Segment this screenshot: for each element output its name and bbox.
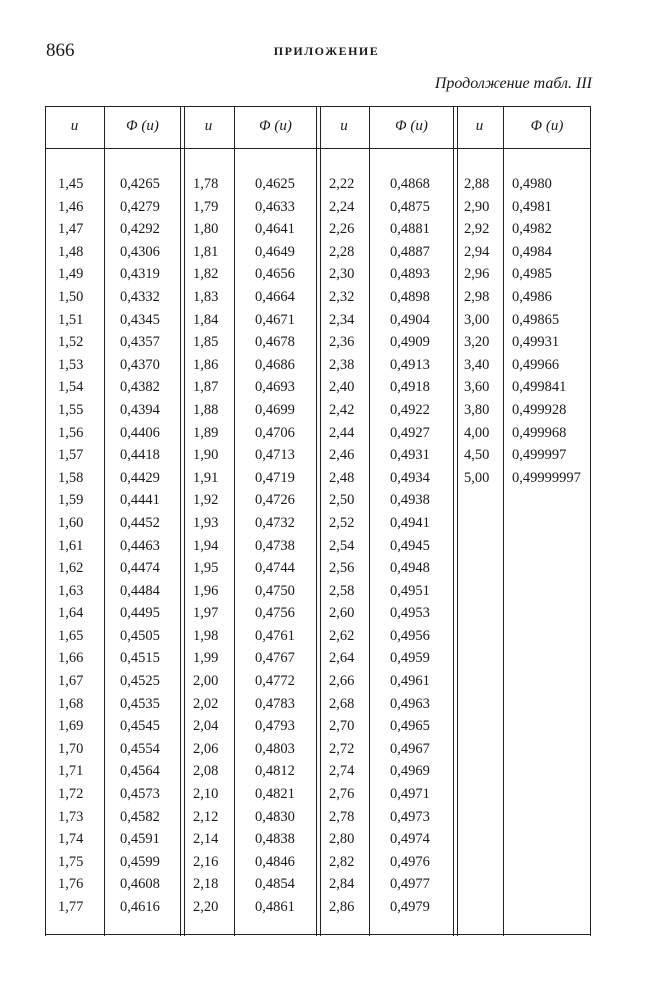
table-cell: 0,4793 [255, 718, 295, 735]
table-cell: 2,00 [193, 673, 219, 690]
table-cell: 2,62 [329, 627, 355, 644]
table-cell: 0,4803 [255, 740, 295, 757]
table-cell: 0,4927 [390, 424, 430, 441]
table-caption: Продолжение табл. III [434, 75, 592, 92]
table-cell: 2,74 [329, 763, 355, 780]
table-cell: 2,20 [193, 899, 219, 915]
table-cell: 0,4319 [120, 266, 160, 283]
header-u: u [475, 118, 484, 134]
table-cell: 0,4931 [390, 447, 430, 464]
table-cell: 1,46 [58, 198, 84, 215]
table-cell: 1,53 [58, 356, 84, 373]
column-u [329, 173, 354, 919]
table-cell: 1,57 [58, 447, 84, 464]
table-cell: 2,92 [464, 221, 490, 238]
table-cell: 1,80 [193, 221, 219, 238]
table-cell: 0,4812 [255, 763, 295, 780]
table-cell: 0,4772 [255, 673, 295, 690]
table-cell: 1,92 [193, 492, 219, 509]
table-cell: 0,4382 [120, 379, 160, 396]
table-cell: 1,49 [58, 266, 84, 283]
table-cell: 5,00 [464, 469, 490, 486]
column-u [193, 173, 218, 919]
table-cell: 1,76 [58, 876, 84, 893]
table-cell: 2,18 [193, 876, 219, 893]
table-cell: 0,4941 [390, 514, 430, 531]
table-cell: 1,51 [58, 311, 84, 328]
table-cell: 0,4452 [120, 514, 160, 531]
group-divider [453, 106, 458, 936]
table-cell: 0,4984 [512, 243, 552, 260]
table-cell: 3,80 [464, 401, 490, 418]
table-cell: 2,86 [329, 899, 355, 915]
table-cell: 0,4732 [255, 514, 295, 531]
table-cell: 2,26 [329, 221, 355, 238]
table-cell: 2,08 [193, 763, 219, 780]
table-cell: 0,4965 [390, 718, 430, 735]
table-cell: 0,4881 [390, 221, 430, 238]
table-cell: 0,4861 [255, 899, 295, 915]
table-cell: 0,4977 [390, 876, 430, 893]
table-cell: 0,4306 [120, 243, 160, 260]
table-cell: 0,4633 [255, 198, 295, 215]
table-cell: 1,60 [58, 514, 84, 531]
table-cell: 2,12 [193, 808, 219, 825]
table-cell: 1,45 [58, 176, 84, 192]
table-cell: 0,4985 [512, 266, 552, 283]
table-cell: 0,4495 [120, 605, 160, 622]
table-cell: 1,72 [58, 786, 84, 803]
table-cell: 0,4971 [390, 786, 430, 803]
function-table [45, 106, 591, 936]
table-cell: 0,4292 [120, 221, 160, 238]
table-cell: 2,32 [329, 288, 355, 305]
table-cell: 1,82 [193, 266, 219, 283]
table-cell: 0,4726 [255, 492, 295, 509]
column-phi [390, 173, 430, 919]
table-cell: 1,87 [193, 379, 219, 396]
table-cell: 1,73 [58, 808, 84, 825]
group-divider [316, 106, 321, 936]
table-cell: 1,56 [58, 424, 84, 441]
table-cell: 2,72 [329, 740, 355, 757]
table-cell: 1,55 [58, 401, 84, 418]
table-cell: 0,4898 [390, 288, 430, 305]
table-cell: 0,4332 [120, 288, 160, 305]
table-cell: 2,50 [329, 492, 355, 509]
table-cell: 0,4904 [390, 311, 430, 328]
table-cell: 0,4934 [390, 469, 430, 486]
table-cell: 2,42 [329, 401, 355, 418]
table-cell: 0,4554 [120, 740, 160, 757]
table-left-rule [45, 106, 46, 936]
table-cell: 2,58 [329, 582, 355, 599]
table-cell: 0,4761 [255, 627, 295, 644]
table-cell: 0,4887 [390, 243, 430, 260]
table-cell: 2,10 [193, 786, 219, 803]
table-cell: 0,4505 [120, 627, 160, 644]
table-cell: 1,71 [58, 763, 84, 780]
table-cell: 1,90 [193, 447, 219, 464]
table-cell: 1,85 [193, 334, 219, 351]
table-cell: 1,88 [193, 401, 219, 418]
table-cell: 1,94 [193, 537, 219, 554]
column-u [58, 173, 83, 919]
table-cell: 2,96 [464, 266, 490, 283]
table-cell: 2,52 [329, 514, 355, 531]
table-cell: 0,4982 [512, 221, 552, 238]
table-cell: 0,4441 [120, 492, 160, 509]
table-cell: 0,4963 [390, 695, 430, 712]
table-cell: 2,16 [193, 853, 219, 870]
table-cell: 0,4909 [390, 334, 430, 351]
table-cell: 0,4973 [390, 808, 430, 825]
table-cell: 0,4854 [255, 876, 295, 893]
header-phi: Φ (u) [126, 118, 159, 134]
table-cell: 1,67 [58, 673, 84, 690]
table-cell: 0,4406 [120, 424, 160, 441]
table-cell: 0,4484 [120, 582, 160, 599]
table-cell: 2,98 [464, 288, 490, 305]
table-cell: 2,06 [193, 740, 219, 757]
table-cell: 1,81 [193, 243, 219, 260]
table-cell: 0,4345 [120, 311, 160, 328]
table-cell: 0,4961 [390, 673, 430, 690]
table-cell: 1,79 [193, 198, 219, 215]
table-cell: 1,54 [58, 379, 84, 396]
table-cell: 1,98 [193, 627, 219, 644]
table-cell: 0,4981 [512, 198, 552, 215]
table-cell: 1,89 [193, 424, 219, 441]
table-cell: 0,4783 [255, 695, 295, 712]
table-cell: 0,4738 [255, 537, 295, 554]
table-cell: 0,4535 [120, 695, 160, 712]
table-cell: 0,4429 [120, 469, 160, 486]
table-cell: 0,4959 [390, 650, 430, 667]
table-cell: 0,4591 [120, 831, 160, 848]
table-cell: 0,4664 [255, 288, 295, 305]
table-cell: 1,64 [58, 605, 84, 622]
table-cell: 3,60 [464, 379, 490, 396]
column-rule [234, 106, 235, 936]
table-cell: 0,4976 [390, 853, 430, 870]
table-cell: 2,66 [329, 673, 355, 690]
table-cell: 0,4922 [390, 401, 430, 418]
table-cell: 2,40 [329, 379, 355, 396]
table-cell: 2,38 [329, 356, 355, 373]
table-cell: 1,84 [193, 311, 219, 328]
table-cell: 3,40 [464, 356, 490, 373]
table-cell: 1,70 [58, 740, 84, 757]
table-cell: 0,4641 [255, 221, 295, 238]
table-cell: 1,50 [58, 288, 84, 305]
table-cell: 0,4918 [390, 379, 430, 396]
table-cell: 0,4573 [120, 786, 160, 803]
table-cell: 0,4357 [120, 334, 160, 351]
table-cell: 2,48 [329, 469, 355, 486]
column-phi [255, 173, 295, 919]
table-cell: 0,4370 [120, 356, 160, 373]
table-cell: 1,74 [58, 831, 84, 848]
table-cell: 1,65 [58, 627, 84, 644]
table-cell: 2,90 [464, 198, 490, 215]
table-cell: 2,30 [329, 266, 355, 283]
table-cell: 0,4265 [120, 176, 160, 192]
table-cell: 1,47 [58, 221, 84, 238]
table-cell: 0,4974 [390, 831, 430, 848]
header-phi: Φ (u) [530, 118, 564, 134]
table-cell: 0,4744 [255, 560, 295, 577]
table-cell: 2,94 [464, 243, 490, 260]
table-cell: 0,4418 [120, 447, 160, 464]
table-cell: 1,95 [193, 560, 219, 577]
table-cell: 0,499928 [512, 401, 567, 418]
table-cell: 0,499997 [512, 447, 567, 464]
table-cell: 0,4967 [390, 740, 430, 757]
table-cell: 0,4750 [255, 582, 295, 599]
table-cell: 2,24 [329, 198, 355, 215]
running-head: ПРИЛОЖЕНИЕ [273, 44, 380, 58]
table-cell: 3,20 [464, 334, 490, 351]
table-cell: 0,49931 [512, 334, 560, 351]
column-rule [503, 106, 504, 936]
table-cell: 1,99 [193, 650, 219, 667]
table-cell: 0,4656 [255, 266, 295, 283]
table-cell: 2,44 [329, 424, 355, 441]
table-cell: 2,22 [329, 176, 355, 192]
column-rule [104, 106, 105, 936]
table-cell: 1,78 [193, 176, 219, 192]
table-cell: 1,77 [58, 899, 84, 915]
table-cell: 0,4599 [120, 853, 160, 870]
table-cell: 0,4945 [390, 537, 430, 554]
table-cell: 0,4564 [120, 763, 160, 780]
table-cell: 0,4686 [255, 356, 295, 373]
table-right-rule [590, 106, 591, 936]
table-cell: 0,4616 [120, 899, 160, 915]
table-cell: 4,50 [464, 447, 490, 464]
table-cell: 0,4980 [512, 176, 552, 192]
header-u: u [340, 118, 348, 134]
table-cell: 0,4649 [255, 243, 295, 260]
table-cell: 2,70 [329, 718, 355, 735]
table-cell: 0,4953 [390, 605, 430, 622]
table-cell: 0,4474 [120, 560, 160, 577]
table-cell: 2,46 [329, 447, 355, 464]
table-cell: 2,14 [193, 831, 219, 848]
table-cell: 0,4875 [390, 198, 430, 215]
column-u [464, 173, 489, 489]
table-cell: 0,4693 [255, 379, 295, 396]
header-phi: Φ (u) [259, 118, 292, 134]
table-cell: 2,36 [329, 334, 355, 351]
table-cell: 1,58 [58, 469, 84, 486]
table-cell: 0,49966 [512, 356, 560, 373]
table-cell: 0,4515 [120, 650, 160, 667]
table-cell: 1,69 [58, 718, 84, 735]
table-cell: 1,59 [58, 492, 84, 509]
table-cell: 2,56 [329, 560, 355, 577]
table-cell: 0,4893 [390, 266, 430, 283]
table-cell: 0,4608 [120, 876, 160, 893]
table-cell: 0,4394 [120, 401, 160, 418]
table-cell: 1,96 [193, 582, 219, 599]
table-cell: 1,93 [193, 514, 219, 531]
table-cell: 2,80 [329, 831, 355, 848]
table-cell: 0,4706 [255, 424, 295, 441]
table-cell: 1,91 [193, 469, 219, 486]
table-cell: 1,62 [58, 560, 84, 577]
table-cell: 0,4719 [255, 469, 295, 486]
table-cell: 0,4948 [390, 560, 430, 577]
table-cell: 0,4846 [255, 853, 295, 870]
table-cell: 0,4678 [255, 334, 295, 351]
header-u: u [70, 118, 79, 134]
page-number: 866 [46, 40, 75, 61]
column-phi [512, 173, 581, 489]
table-cell: 2,34 [329, 311, 355, 328]
table-cell: 0,4525 [120, 673, 160, 690]
table-cell: 1,86 [193, 356, 219, 373]
table-cell: 2,64 [329, 650, 355, 667]
table-cell: 1,66 [58, 650, 84, 667]
table-cell: 2,76 [329, 786, 355, 803]
table-cell: 4,00 [464, 424, 490, 441]
table-cell: 0,4838 [255, 831, 295, 848]
table-cell: 0,4713 [255, 447, 295, 464]
table-cell: 0,4699 [255, 401, 295, 418]
table-cell: 0,4463 [120, 537, 160, 554]
table-cell: 1,68 [58, 695, 84, 712]
table-cell: 0,4956 [390, 627, 430, 644]
table-cell: 1,48 [58, 243, 84, 260]
table-cell: 2,60 [329, 605, 355, 622]
table-cell: 0,4545 [120, 718, 160, 735]
table-cell: 0,4767 [255, 650, 295, 667]
table-cell: 0,4821 [255, 786, 295, 803]
table-cell: 1,97 [193, 605, 219, 622]
table-cell: 2,82 [329, 853, 355, 870]
table-cell: 2,78 [329, 808, 355, 825]
header-u: u [204, 118, 213, 134]
table-cell: 0,4671 [255, 311, 295, 328]
table-cell: 0,49999997 [512, 469, 581, 486]
table-cell: 2,54 [329, 537, 355, 554]
table-cell: 0,4279 [120, 198, 160, 215]
table-cell: 2,68 [329, 695, 355, 712]
column-phi [120, 173, 160, 919]
table-cell: 2,04 [193, 718, 219, 735]
table-cell: 0,4582 [120, 808, 160, 825]
table-cell: 0,4913 [390, 356, 430, 373]
table-cell: 0,4969 [390, 763, 430, 780]
table-cell: 0,4986 [512, 288, 552, 305]
table-cell: 1,83 [193, 288, 219, 305]
table-cell: 0,4938 [390, 492, 430, 509]
column-rule [369, 106, 370, 936]
table-cell: 0,4830 [255, 808, 295, 825]
table-cell: 0,4625 [255, 176, 295, 192]
table-cell: 0,4868 [390, 176, 430, 192]
table-cell: 0,49865 [512, 311, 560, 328]
group-divider [180, 106, 185, 936]
table-cell: 2,28 [329, 243, 355, 260]
table-cell: 1,52 [58, 334, 84, 351]
table-cell: 0,4951 [390, 582, 430, 599]
table-cell: 0,4756 [255, 605, 295, 622]
header-phi: Φ (u) [395, 118, 428, 134]
table-cell: 0,4979 [390, 899, 430, 915]
table-cell: 2,02 [193, 695, 219, 712]
table-cell: 1,63 [58, 582, 84, 599]
table-cell: 1,75 [58, 853, 84, 870]
table-cell: 2,84 [329, 876, 355, 893]
table-cell: 0,499968 [512, 424, 567, 441]
table-cell: 0,499841 [512, 379, 567, 396]
table-cell: 1,61 [58, 537, 84, 554]
table-cell: 3,00 [464, 311, 490, 328]
table-cell: 2,88 [464, 176, 490, 192]
